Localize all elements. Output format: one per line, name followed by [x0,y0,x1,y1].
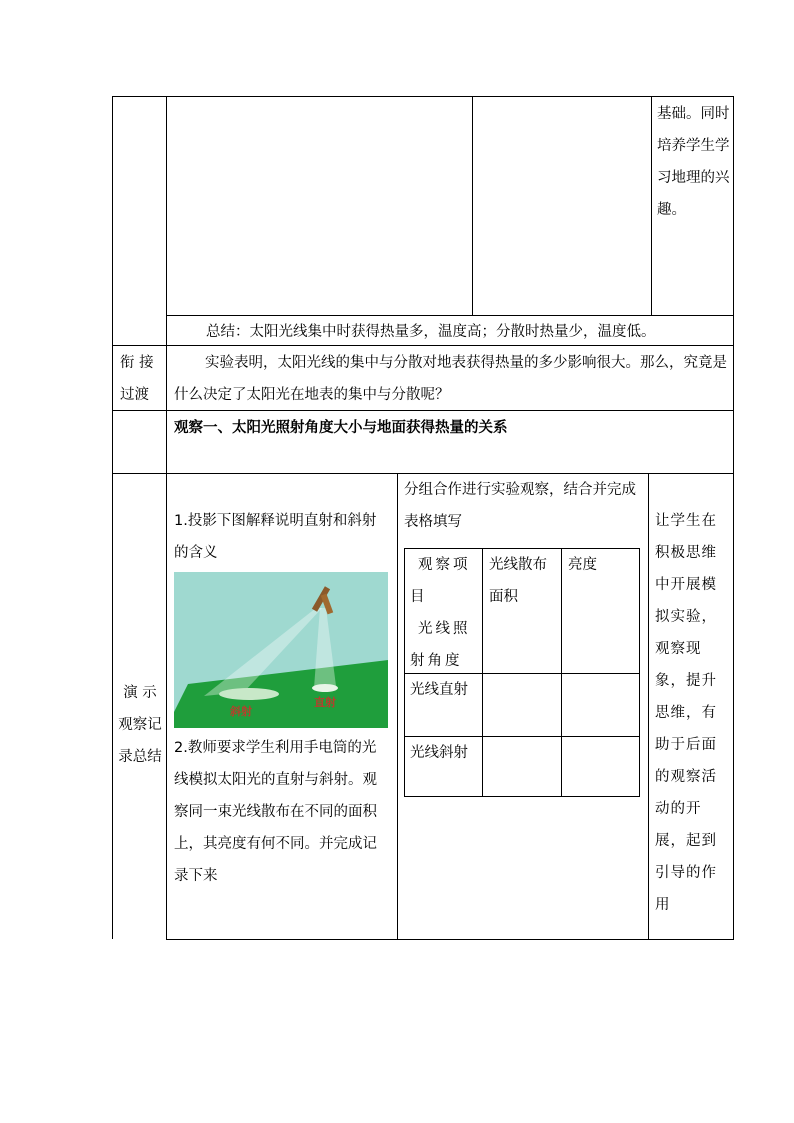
table-border-bottom [166,939,734,940]
obs-header-angle: 光线照射角度 [410,621,471,669]
obs-header-item: 观察项目 [410,557,471,605]
obs-table-left [404,548,405,797]
obs-header-area: 光线散布面积 [489,557,547,605]
table-border-right [733,96,734,939]
obs-table-bottom [404,796,640,797]
teacher-activity-2: 2.教师要求学生利用手电筒的光线模拟太阳光的直射与斜射。观察同一束光线散布在不同的面积上，其亮度有何不同。并完成记录下来 [174,740,377,884]
design-intent: 让学生在积极思维中开展模拟实验，观察现象，提升思维，有助于后面的观察活动的开展，起到引导的作用 [655,513,717,913]
row2-content: 实验表明，太阳光线的集中与分散对地表获得热量的多少影响很大。那么，究竟是什么决定了太阳光在地表的集中与分散呢？ [174,355,727,403]
obs-row-direct: 光线直射 [410,682,468,698]
row1-summary: 总结：太阳光线集中时获得热量多，温度高；分散时热量少，温度低。 [206,324,656,340]
oblique-label: 斜射 [230,705,252,718]
row4-divider-1 [397,473,398,939]
row4-label: 演 示观察记录总结 [118,685,162,765]
teacher-activity-1: 1.投影下图解释说明直射和斜射的含义 [174,513,377,561]
row1-divider-2 [651,96,652,315]
table-border-top [112,96,734,97]
row3-heading: 观察一、太阳光照射角度大小与地面获得热量的关系 [174,420,508,436]
obs-row-oblique: 光线斜射 [410,745,468,761]
illustration-svg [174,572,388,728]
table-col-divider [166,96,167,939]
obs-table-col-1 [482,548,483,797]
direct-oblique-illustration [174,572,388,728]
obs-table-col-2 [561,548,562,797]
student-activity: 分组合作进行实验观察，结合并完成表格填写 [404,482,636,530]
direct-label: 直射 [314,696,336,709]
row1-divider-1 [472,96,473,315]
row1-right-note: 基础。同时培养学生学习地理的兴趣。 [657,106,730,218]
obs-header-brightness: 亮度 [568,557,597,573]
obs-table-right [639,548,640,797]
row4-divider-2 [648,473,649,939]
row2-label: 衔 接过渡 [120,355,154,403]
table-border-left [112,96,113,939]
